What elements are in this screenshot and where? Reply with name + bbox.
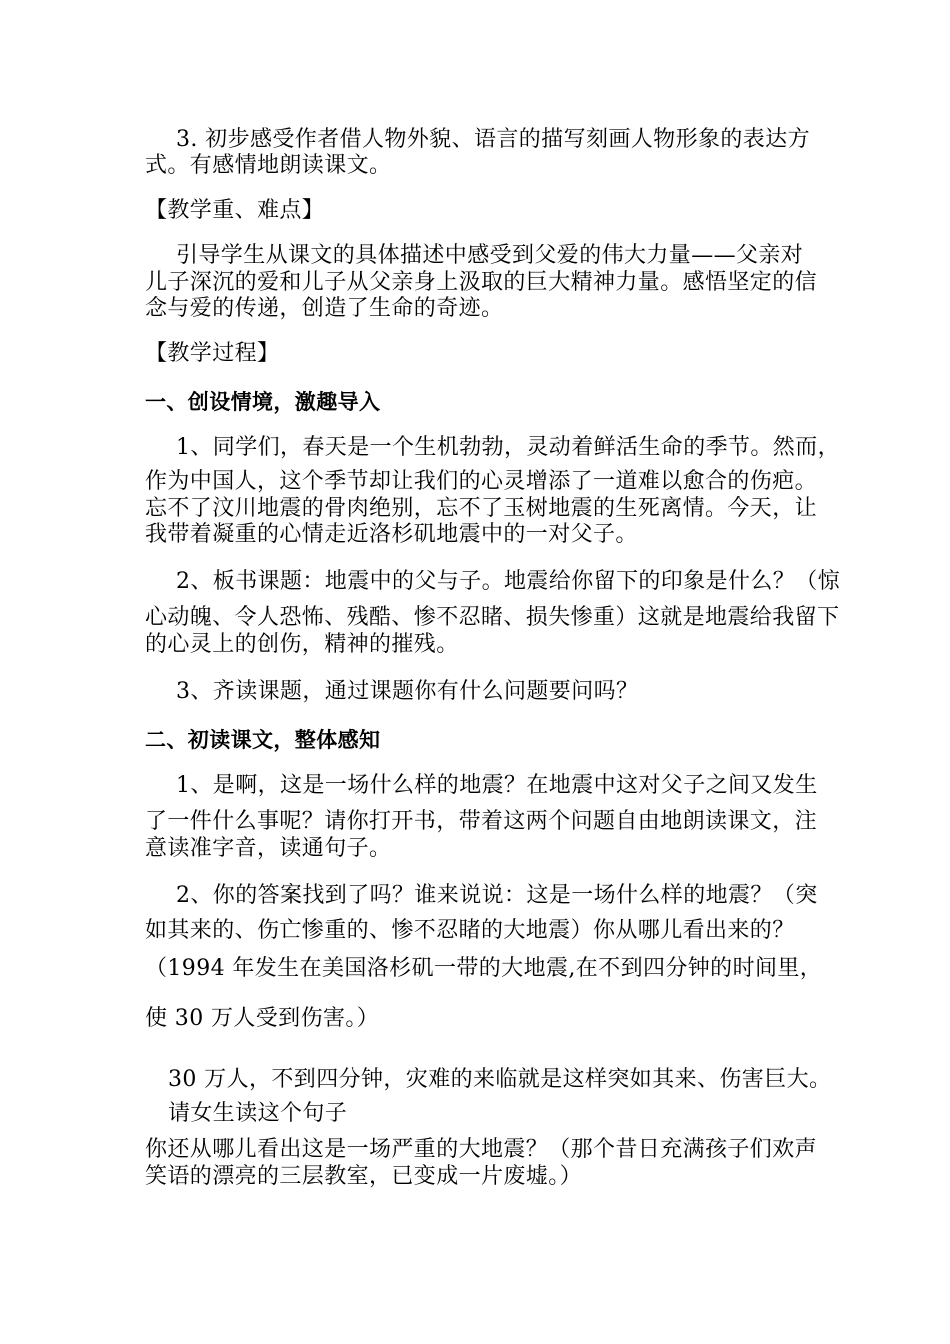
section-2-p4: 请女生读这个句子 xyxy=(168,1101,348,1126)
key-points-heading: 【教学重、难点】 xyxy=(145,198,325,223)
section-1-p2-line-1: 2、板书课题：地震中的父与子。地震给你留下的印象是什么？（惊 xyxy=(176,569,840,594)
section-1-p1-line-1: 1、同学们，春天是一个生机勃勃，灵动着鲜活生命的季节。然而， xyxy=(176,435,840,460)
objective-3-line-1: 3. 初步感受作者借人物外貌、语言的描写刻画人物形象的表达方 xyxy=(176,127,810,152)
section-1-p2-line-3: 的心灵上的创伤，精神的摧残。 xyxy=(145,632,459,657)
key-points-line-3: 念与爱的传递，创造了生命的奇迹。 xyxy=(145,296,504,321)
section-1-p2-line-2: 心动魄、令人恐怖、残酷、惨不忍睹、损失惨重）这就是地震给我留下 xyxy=(145,605,840,630)
process-heading: 【教学过程】 xyxy=(145,341,280,366)
section-1-heading: 一、创设情境，激趣导入 xyxy=(145,390,381,414)
objective-3-line-2: 式。有感情地朗读课文。 xyxy=(145,153,392,178)
section-2-p1-line-3: 意读准字音，读通句子。 xyxy=(145,836,392,861)
section-2-p2-line-4: 使 30 万人受到伤害。） xyxy=(145,1006,380,1031)
section-2-p3: 30 万人，不到四分钟，灾难的来临就是这样突如其来、伤害巨大。 xyxy=(168,1067,832,1092)
section-2-p1-line-2: 了一件什么事呢？请你打开书，带着这两个问题自由地朗读课文，注 xyxy=(145,809,818,834)
section-2-p5-line-1: 你还从哪儿看出这是一场严重的大地震？（那个昔日充满孩子们欢声 xyxy=(145,1137,818,1162)
section-1-p3: 3、齐读课题，通过课题你有什么问题要问吗？ xyxy=(176,679,639,704)
section-1-p1-line-4: 我带着凝重的心情走近洛杉矶地震中的一对父子。 xyxy=(145,522,638,547)
section-2-heading: 二、初读课文，整体感知 xyxy=(145,728,381,752)
section-2-p2-line-2: 如其来的、伤亡惨重的、惨不忍睹的大地震）你从哪儿看出来的？ xyxy=(145,918,795,943)
section-2-p2-line-3: （1994 年发生在美国洛杉矶一带的大地震,在不到四分钟的时间里， xyxy=(145,956,823,981)
section-2-p2-line-1: 2、你的答案找到了吗？谁来说说：这是一场什么样的地震？（突 xyxy=(176,883,818,908)
section-1-p1-line-3: 忘不了汶川地震的骨肉绝别，忘不了玉树地震的生死离情。今天，让 xyxy=(145,496,818,521)
section-2-p5-line-2: 笑语的漂亮的三层教室，已变成一片废墟。） xyxy=(145,1164,583,1189)
section-2-p1-line-1: 1、是啊，这是一场什么样的地震？在地震中这对父子之间又发生 xyxy=(176,773,818,798)
section-1-p1-line-2: 作为中国人，这个季节却让我们的心灵增添了一道难以愈合的伤疤。 xyxy=(145,469,818,494)
key-points-line-2: 儿子深沉的爱和儿子从父亲身上汲取的巨大精神力量。感悟坚定的信 xyxy=(145,270,818,295)
key-points-line-1: 引导学生从课文的具体描述中感受到父爱的伟大力量——父亲对 xyxy=(176,243,804,268)
